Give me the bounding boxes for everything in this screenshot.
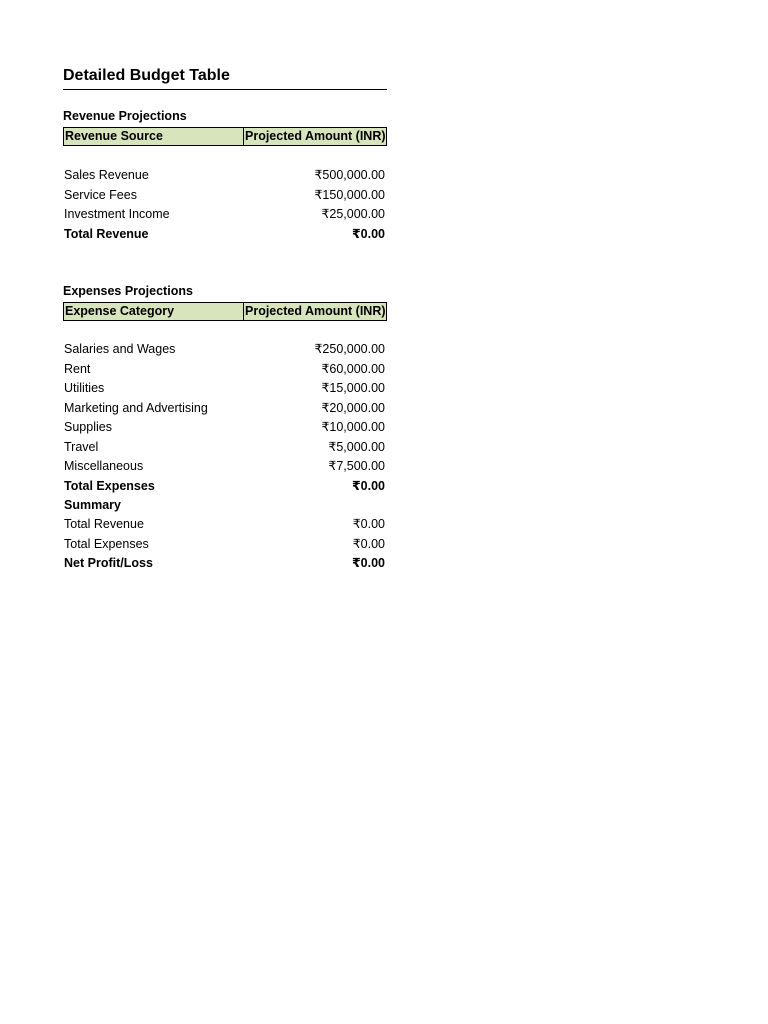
expense-row [63, 360, 387, 380]
revenue-row-amount: ₹150,000.00 [314, 187, 385, 202]
expense-amount-header: Projected Amount (INR) [245, 304, 386, 318]
expense-row [63, 399, 387, 419]
expense-row [63, 438, 387, 458]
document-title: Detailed Budget Table [63, 65, 387, 90]
revenue-row-label: Service Fees [64, 187, 137, 202]
summary-row [63, 535, 387, 555]
net-profit-loss-amount: ₹0.00 [351, 556, 385, 570]
summary-row-amount: ₹0.00 [352, 517, 385, 531]
total-expenses-amount: ₹0.00 [351, 478, 385, 493]
expenses-table-header [63, 302, 387, 321]
expense-row-amount: ₹20,000.00 [321, 400, 385, 415]
summary-row-amount: ₹0.00 [352, 536, 385, 551]
total-revenue-row [63, 225, 387, 245]
total-expenses-label: Total Expenses [64, 478, 155, 493]
expense-row-label: Miscellaneous [64, 459, 144, 473]
expense-row-amount: ₹5,000.00 [328, 439, 385, 454]
expense-row-label: Rent [64, 361, 91, 376]
expense-row-amount: ₹10,000.00 [321, 420, 385, 434]
expense-row-label: Salaries and Wages [64, 342, 176, 356]
expense-row-amount: ₹60,000.00 [321, 361, 385, 376]
summary-row-label: Total Expenses [64, 536, 149, 551]
total-expenses-row [63, 477, 387, 497]
revenue-row [63, 186, 387, 206]
summary-title [63, 496, 387, 516]
expense-row [63, 457, 387, 477]
revenue-row-amount: ₹500,000.00 [314, 168, 385, 182]
revenue-source-header: Revenue Source [64, 128, 244, 145]
expense-row [63, 379, 387, 399]
expense-row-amount: ₹7,500.00 [328, 459, 385, 473]
revenue-row-amount: ₹25,000.00 [321, 207, 385, 221]
expense-row-amount: ₹15,000.00 [321, 381, 385, 395]
revenue-row [63, 166, 387, 186]
summary-row [63, 515, 387, 535]
revenue-amount-header: Projected Amount (INR) [245, 129, 386, 143]
revenue-section-title: Revenue Projections [63, 109, 187, 123]
expense-row-label: Supplies [64, 420, 112, 434]
expense-row-label: Utilities [64, 381, 105, 395]
revenue-table-header [63, 127, 387, 146]
net-profit-loss-row [63, 554, 387, 574]
total-revenue-amount: ₹0.00 [351, 226, 385, 241]
revenue-row-label: Investment Income [64, 207, 170, 221]
expense-category-header: Expense Category [64, 303, 244, 320]
revenue-row-label: Sales Revenue [64, 168, 149, 182]
summary-title-label: Summary [64, 498, 121, 512]
expense-row-amount: ₹250,000.00 [314, 342, 385, 356]
revenue-row [63, 205, 387, 225]
net-profit-loss-label: Net Profit/Loss [64, 556, 153, 570]
expense-row [63, 418, 387, 438]
expense-row [63, 340, 387, 360]
summary-row-label: Total Revenue [64, 517, 144, 531]
expense-row-label: Marketing and Advertising [64, 400, 208, 415]
total-revenue-label: Total Revenue [64, 226, 149, 241]
expenses-section-title: Expenses Projections [63, 284, 193, 298]
expense-row-label: Travel [64, 439, 99, 454]
